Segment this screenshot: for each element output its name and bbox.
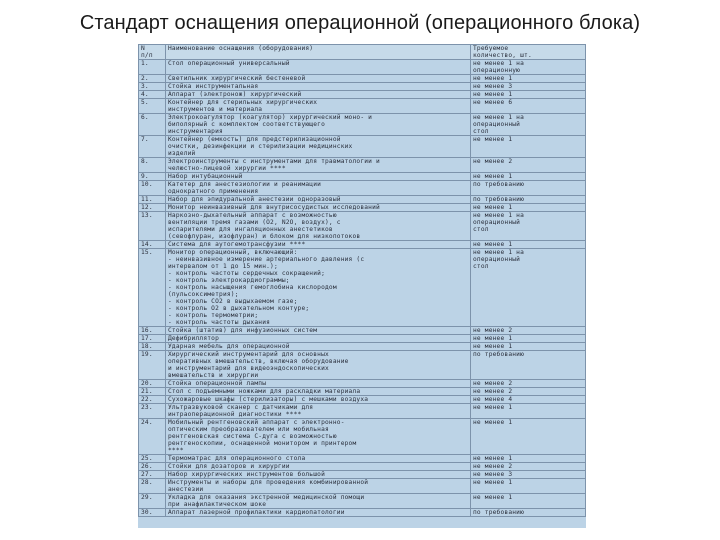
cell-num: 1. — [139, 60, 166, 75]
cell-qty: по требованию — [471, 181, 586, 196]
cell-qty: не менее 1 — [471, 419, 586, 455]
cell-name: Стол с подъемными ножками для раскладки материала — [166, 388, 471, 396]
cell-name: Аппарат лазерной профилактики кардиопатологии — [166, 509, 471, 517]
scanned-table-image — [138, 44, 586, 528]
cell-name: Хирургический инструментарий для основных оперативных вмешательств, включая оборудование и инструментарий для видеоэндоскопических вмешательств и хирургии — [166, 351, 471, 380]
cell-name: Термоматрас для операционного стола — [166, 455, 471, 463]
cell-qty: не менее 6 — [471, 99, 586, 114]
cell-qty: не менее 1 — [471, 335, 586, 343]
cell-name: Стойка (штатив) для инфузионных систем — [166, 327, 471, 335]
cell-num: 20. — [139, 380, 166, 388]
cell-qty: не менее 2 — [471, 388, 586, 396]
cell-qty: не менее 1 на операционный стол — [471, 212, 586, 241]
header-num: N п/п — [139, 45, 166, 60]
cell-qty: не менее 1 — [471, 494, 586, 509]
cell-num: 14. — [139, 241, 166, 249]
cell-qty: не менее 3 — [471, 471, 586, 479]
table-row — [139, 494, 586, 509]
table-row — [139, 343, 586, 351]
table-row — [139, 404, 586, 419]
table-row — [139, 60, 586, 75]
table-row — [139, 114, 586, 136]
cell-name: Электроинструменты с инструментами для травматологии и челюстно-лицевой хирургии **** — [166, 158, 471, 173]
table-row — [139, 173, 586, 181]
cell-name: Набор для эпидуральной анестезии одноразовый — [166, 196, 471, 204]
table-row — [139, 249, 586, 327]
cell-name: Дефибриллятор — [166, 335, 471, 343]
cell-qty: не менее 2 — [471, 327, 586, 335]
cell-qty: по требованию — [471, 351, 586, 380]
cell-num: 19. — [139, 351, 166, 380]
cell-name: Катетер для анестезиологии и реанимации однократного применения — [166, 181, 471, 196]
cell-num: 27. — [139, 471, 166, 479]
table-row — [139, 327, 586, 335]
cell-qty: не менее 1 — [471, 241, 586, 249]
cell-name: Набор интубационный — [166, 173, 471, 181]
cell-num: 17. — [139, 335, 166, 343]
header-qty: Требуемое количество, шт. — [471, 45, 586, 60]
cell-num: 12. — [139, 204, 166, 212]
cell-num: 5. — [139, 99, 166, 114]
table-row — [139, 351, 586, 380]
cell-qty: не менее 1 — [471, 404, 586, 419]
cell-name: Ударная мебель для операционной — [166, 343, 471, 351]
cell-name: Монитор операционный, включающий: - неинвазивное измерение артериального давления (с интервалом от 1 до 15 мин.); - контроль частоты сердечных сокращений; - контроль электрокардиограммы; - контроль насыщения гемоглобина кислородом (пульсоксиметрия); - контроль CO2 в выдыхаемом газе; - контроль O2 в дыхательном контуре; - контроль термометрии; - контроль частоты дыхания — [166, 249, 471, 327]
cell-qty: не менее 1 — [471, 136, 586, 158]
table-row — [139, 463, 586, 471]
cell-name: Сухожаровые шкафы (стерилизаторы) с мешками воздуха — [166, 396, 471, 404]
cell-num: 26. — [139, 463, 166, 471]
cell-name: Монитор неинвазивный для внутрисосудистых исследований — [166, 204, 471, 212]
cell-name: Светильник хирургический бестеневой — [166, 75, 471, 83]
cell-name: Контейнер (емкость) для предстерилизационной очистки, дезинфекции и стерилизации медицинских изделий — [166, 136, 471, 158]
cell-name: Укладка для оказания экстренной медицинской помощи при анафилактическом шоке — [166, 494, 471, 509]
cell-qty: по требованию — [471, 196, 586, 204]
cell-name: Набор хирургических инструментов большой — [166, 471, 471, 479]
cell-name: Стойка операционной лампы — [166, 380, 471, 388]
cell-num: 30. — [139, 509, 166, 517]
equipment-table — [138, 44, 586, 517]
cell-num: 18. — [139, 343, 166, 351]
cell-qty: не менее 1 — [471, 75, 586, 83]
table-row — [139, 241, 586, 249]
table-row — [139, 91, 586, 99]
cell-name: Стол операционный универсальный — [166, 60, 471, 75]
cell-num: 10. — [139, 181, 166, 196]
table-row — [139, 335, 586, 343]
cell-num: 23. — [139, 404, 166, 419]
cell-name: Инструменты и наборы для проведения комбинированной анестезии — [166, 479, 471, 494]
cell-qty: не менее 1 на операционный стол — [471, 114, 586, 136]
cell-qty: не менее 2 — [471, 463, 586, 471]
cell-num: 9. — [139, 173, 166, 181]
table-row — [139, 380, 586, 388]
cell-num: 24. — [139, 419, 166, 455]
cell-name: Аппарат (электронож) хирургический — [166, 91, 471, 99]
table-header-row — [139, 45, 586, 60]
cell-qty: не менее 1 — [471, 91, 586, 99]
cell-qty: не менее 3 — [471, 83, 586, 91]
cell-num: 15. — [139, 249, 166, 327]
cell-num: 13. — [139, 212, 166, 241]
table-row — [139, 419, 586, 455]
cell-name: Контейнер для стерильных хирургических инструментов и материала — [166, 99, 471, 114]
table-row — [139, 196, 586, 204]
table-row — [139, 83, 586, 91]
cell-num: 29. — [139, 494, 166, 509]
cell-qty: не менее 1 — [471, 204, 586, 212]
cell-qty: не менее 2 — [471, 380, 586, 388]
cell-num: 22. — [139, 396, 166, 404]
cell-num: 2. — [139, 75, 166, 83]
cell-qty: не менее 1 на операционный стол — [471, 249, 586, 327]
cell-name: Наркозно-дыхательный аппарат с возможностью вентиляции тремя газами (O2, N2O, воздух), с испарителями для ингаляционных анестетиков (севофлуран, изофлуран) и блоком для низкопотоков — [166, 212, 471, 241]
cell-qty: не менее 1 — [471, 173, 586, 181]
table-row — [139, 455, 586, 463]
cell-qty: не менее 1 — [471, 343, 586, 351]
table-row — [139, 388, 586, 396]
cell-name: Стойки для дозаторов и хирургии — [166, 463, 471, 471]
table-row — [139, 509, 586, 517]
cell-num: 11. — [139, 196, 166, 204]
cell-name: Электрокоагулятор (коагулятор) хирургический моно- и биполярный с комплектом соответствующего инструментария — [166, 114, 471, 136]
table-row — [139, 75, 586, 83]
cell-num: 3. — [139, 83, 166, 91]
cell-num: 8. — [139, 158, 166, 173]
table-row — [139, 136, 586, 158]
cell-num: 25. — [139, 455, 166, 463]
table-row — [139, 212, 586, 241]
cell-qty: не менее 1 на операционную — [471, 60, 586, 75]
cell-qty: не менее 2 — [471, 158, 586, 173]
cell-num: 16. — [139, 327, 166, 335]
cell-qty: по требованию — [471, 509, 586, 517]
table-row — [139, 158, 586, 173]
cell-num: 6. — [139, 114, 166, 136]
cell-num: 4. — [139, 91, 166, 99]
header-name: Наименование оснащения (оборудования) — [166, 45, 471, 60]
cell-name: Система для аутогемотрансфузии **** — [166, 241, 471, 249]
table-row — [139, 99, 586, 114]
table-row — [139, 204, 586, 212]
cell-num: 21. — [139, 388, 166, 396]
table-row — [139, 396, 586, 404]
cell-num: 7. — [139, 136, 166, 158]
cell-qty: не менее 1 — [471, 479, 586, 494]
table-row — [139, 471, 586, 479]
cell-qty: не менее 4 — [471, 396, 586, 404]
cell-name: Стойка инструментальная — [166, 83, 471, 91]
table-row — [139, 479, 586, 494]
slide-title: Стандарт оснащения операционной (операционного блока) — [79, 12, 641, 34]
cell-name: Мобильный рентгеновский аппарат с электронно- оптическим преобразователем или мобильная рентгеновская система C-дуга с возможностью рентгеноскопии, оснащенной монитором и принтером **** — [166, 419, 471, 455]
table-row — [139, 181, 586, 196]
cell-num: 28. — [139, 479, 166, 494]
cell-qty: не менее 1 — [471, 455, 586, 463]
cell-name: Ультразвуковой сканер с датчиками для интраоперационной диагностики **** — [166, 404, 471, 419]
